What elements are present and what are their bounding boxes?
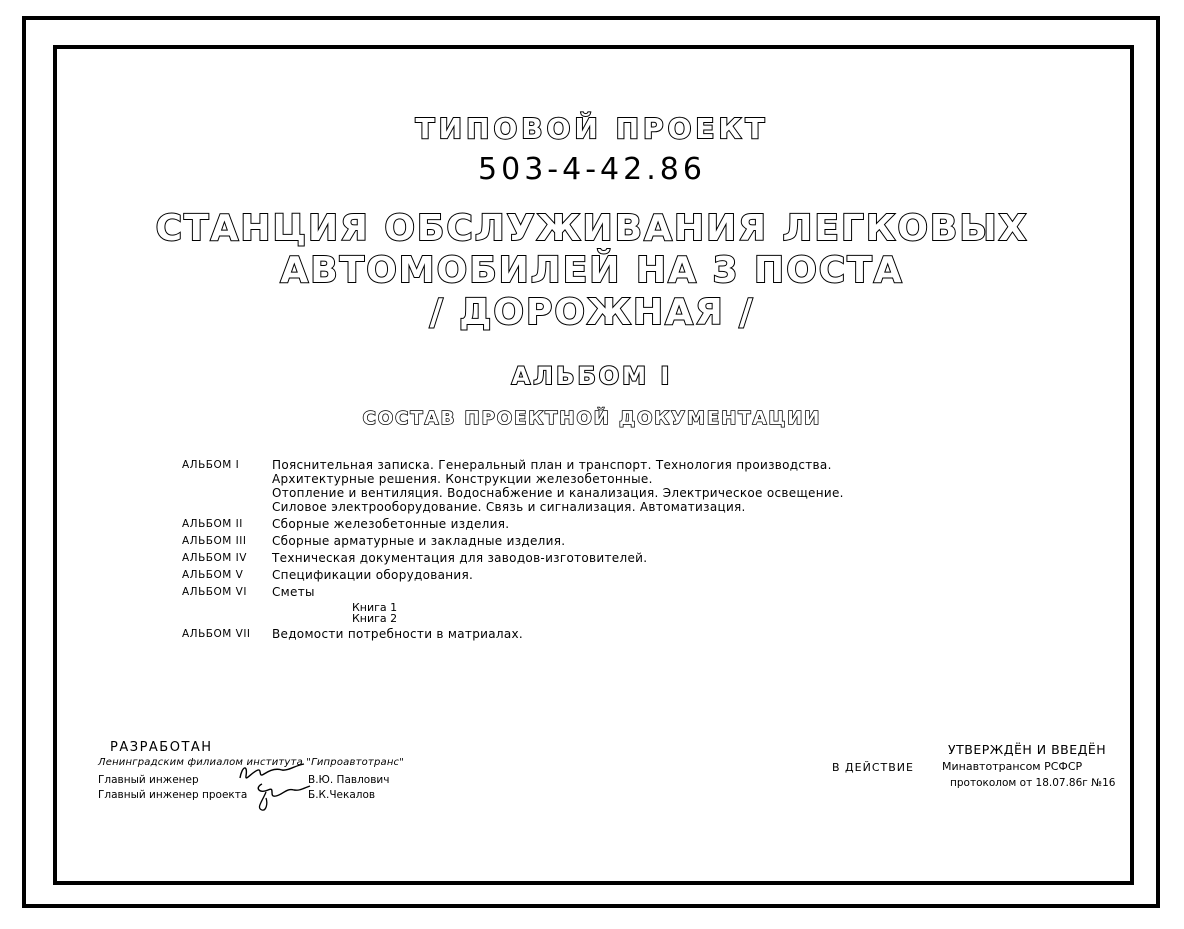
book-2: Книга 2 [352, 612, 398, 625]
album-1-line-3: Отопление и вентиляция. Водоснабжение и канализация. Электрическое освещение. [272, 486, 844, 500]
album-description: Сборные арматурные и закладные изделия. [272, 534, 566, 548]
book-1: Книга 1 [352, 601, 398, 614]
album-description: Спецификации оборудования. [272, 568, 474, 582]
main-title [0, 208, 1184, 334]
developed-title: РАЗРАБОТАН [110, 740, 213, 755]
album-label: АЛЬБОМ III [182, 535, 247, 547]
composition-heading: СОСТАВ ПРОЕКТНОЙ ДОКУМЕНТАЦИИ [362, 408, 822, 429]
approved-title: УТВЕРЖДЁН И ВВЕДЁН [948, 742, 1107, 757]
signature-icon [232, 758, 314, 814]
album-description: Сборные железобетонные изделия. [272, 517, 510, 531]
album-label: АЛЬБОМ IV [182, 552, 247, 564]
list-item-album-1 [182, 458, 1002, 514]
project-number: 503-4-42.86 [478, 152, 706, 187]
list-item-album-2 [182, 517, 1002, 531]
in-action-label: В ДЕЙСТВИЕ [832, 761, 914, 774]
list-item-album-6 [182, 585, 1002, 599]
approval-block [942, 742, 1115, 789]
album-description: Сметы [272, 585, 315, 599]
approved-by: Минавтотрансом РСФСР [942, 760, 1083, 773]
album-description: Ведомости потребности в матриалах. [272, 627, 524, 641]
album-label: АЛЬБОМ II [182, 518, 243, 530]
main-title-line-2: АВТОМОБИЛЕЙ НА 3 ПОСТА [280, 250, 904, 291]
chief-engineer-role: Главный инженер [98, 773, 199, 786]
approval-protocol: протоколом от 18.07.86г №16 [950, 777, 1116, 789]
album-1-line-2: Архитектурные решения. Конструкции железобетонные. [272, 472, 653, 486]
estimate-books [182, 602, 1002, 624]
main-title-line-1: СТАНЦИЯ ОБСЛУЖИВАНИЯ ЛЕГКОВЫХ [155, 208, 1029, 249]
list-item-album-5 [182, 568, 1002, 582]
album-1-line-1: Пояснительная записка. Генеральный план и транспорт. Технология производства. [272, 458, 832, 472]
list-item-album-7 [182, 627, 1002, 641]
album-1-line-4: Силовое электрооборудование. Связь и сигнализация. Автоматизация. [272, 500, 746, 514]
main-title-line-3: / ДОРОЖНАЯ / [429, 292, 755, 333]
album-description [272, 458, 1002, 514]
project-label: ТИПОВОЙ ПРОЕКТ [415, 112, 769, 145]
album-label: АЛЬБОМ I [182, 459, 240, 471]
chief-engineer-name: В.Ю. Павлович [308, 773, 390, 786]
album-title: АЛЬБОМ I [511, 362, 673, 390]
album-label: АЛЬБОМ V [182, 569, 244, 581]
developer-org: Ленинградским филиалом института "Гипроавтотранс" [98, 757, 405, 768]
list-item-album-4 [182, 551, 1002, 565]
album-label: АЛЬБОМ VI [182, 586, 247, 598]
list-item-album-3 [182, 534, 1002, 548]
chief-project-role: Главный инженер проекта [98, 788, 248, 801]
album-description: Техническая документация для заводов-изготовителей. [272, 551, 648, 565]
contents-list [182, 458, 1002, 644]
album-label: АЛЬБОМ VII [182, 628, 251, 640]
chief-project-name: Б.К.Чекалов [308, 788, 376, 801]
